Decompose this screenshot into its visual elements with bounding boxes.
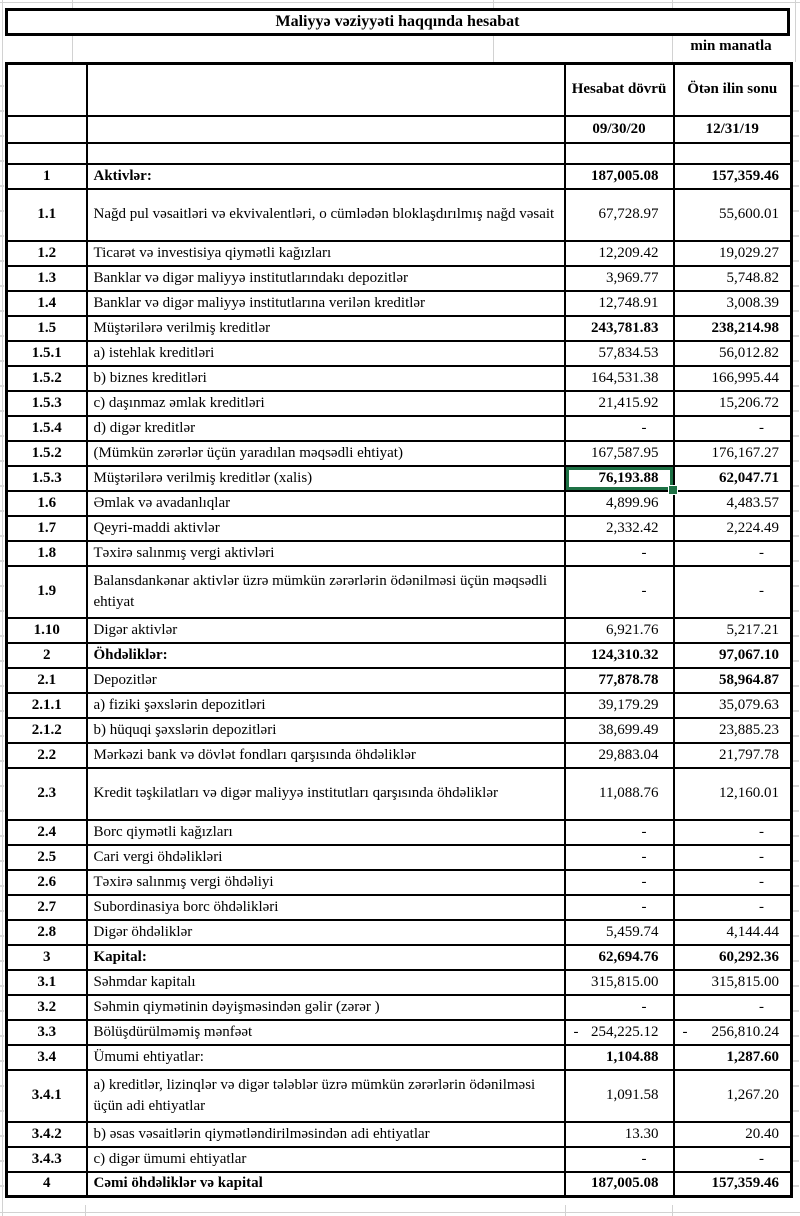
- row-label-cell[interactable]: Digər aktivlər: [87, 618, 565, 643]
- row-value-current-cell[interactable]: -: [565, 870, 674, 895]
- row-label-cell[interactable]: Ümumi ehtiyatlar:: [87, 1045, 565, 1070]
- row-value-current-cell[interactable]: 4,899.96: [565, 491, 674, 516]
- header-prior[interactable]: Ötən ilin sonu: [674, 64, 792, 116]
- gridline-vertical: [672, 1205, 673, 1216]
- row-value-prior-cell[interactable]: 58,964.87: [674, 668, 792, 693]
- gridline-bottom: [0, 1212, 800, 1213]
- row-label-cell[interactable]: Kapital:: [87, 945, 565, 970]
- table-row: [7, 164, 792, 189]
- row-label-cell[interactable]: Aktivlər:: [87, 164, 565, 189]
- row-number-cell[interactable]: 1.6: [7, 491, 87, 516]
- row-number-cell[interactable]: 2.1.1: [7, 693, 87, 718]
- row-value-prior-cell[interactable]: -: [674, 845, 792, 870]
- table-row: [7, 768, 792, 820]
- table-row: [7, 743, 792, 768]
- row-value-current-cell[interactable]: 57,834.53: [565, 341, 674, 366]
- table-row: [7, 391, 792, 416]
- date-row: [7, 116, 792, 143]
- table-row: [7, 566, 792, 618]
- row-number-cell[interactable]: 2.1: [7, 668, 87, 693]
- table-row: [7, 1070, 792, 1122]
- row-label-cell[interactable]: Müştərilərə verilmiş kreditlər: [87, 316, 565, 341]
- spacer-row: [7, 143, 792, 164]
- table-row: [7, 693, 792, 718]
- row-value-current-cell[interactable]: 21,415.92: [565, 391, 674, 416]
- table-row: [7, 1147, 792, 1172]
- row-value-current-cell[interactable]: [565, 1020, 674, 1045]
- table-row: [7, 845, 792, 870]
- selected-cell[interactable]: 76,193.88: [565, 466, 674, 491]
- row-number-cell[interactable]: 1.9: [7, 566, 87, 618]
- negative-magnitude: 254,225.12: [591, 1023, 659, 1040]
- row-value-prior-cell[interactable]: 2,224.49: [674, 516, 792, 541]
- row-number-cell[interactable]: 2.4: [7, 820, 87, 845]
- unit-note[interactable]: min manatla: [690, 38, 772, 54]
- row-label-cell[interactable]: (Mümkün zərərlər üçün yaradılan məqsədli ehtiyat): [87, 441, 565, 466]
- row-value-current-cell[interactable]: 3,969.77: [565, 266, 674, 291]
- row-number-cell[interactable]: 2.8: [7, 920, 87, 945]
- spacer-cell[interactable]: [87, 143, 565, 164]
- table-row: [7, 266, 792, 291]
- row-number-cell[interactable]: 3: [7, 945, 87, 970]
- table-row: [7, 441, 792, 466]
- row-value-current-cell[interactable]: 315,815.00: [565, 970, 674, 995]
- table-row: [7, 541, 792, 566]
- row-value-prior-cell[interactable]: 56,012.82: [674, 341, 792, 366]
- table-row: [7, 1045, 792, 1070]
- row-value-current-cell[interactable]: -: [565, 566, 674, 618]
- row-label-cell[interactable]: Ticarət və investisiya qiymətli kağızları: [87, 241, 565, 266]
- row-number-cell[interactable]: 1.7: [7, 516, 87, 541]
- row-label-cell[interactable]: Banklar və digər maliyyə institutlarındakı depozitlər: [87, 266, 565, 291]
- row-label-cell[interactable]: Müştərilərə verilmiş kreditlər (xalis): [87, 466, 565, 491]
- row-value-prior-cell[interactable]: 1,287.60: [674, 1045, 792, 1070]
- row-label-cell[interactable]: b) hüquqi şəxslərin depozitləri: [87, 718, 565, 743]
- row-value-prior-cell[interactable]: -: [674, 820, 792, 845]
- table-row: [7, 820, 792, 845]
- row-label-cell[interactable]: Təxirə salınmış vergi öhdəliyi: [87, 870, 565, 895]
- row-number-cell[interactable]: 3.1: [7, 970, 87, 995]
- row-label-cell[interactable]: b) əsas vəsaitlərin qiymətləndirilməsindən adi ehtiyatlar: [87, 1122, 565, 1147]
- row-number-cell[interactable]: 1.3: [7, 266, 87, 291]
- row-label-cell[interactable]: d) digər kreditlər: [87, 416, 565, 441]
- row-value-prior-cell[interactable]: 4,144.44: [674, 920, 792, 945]
- row-value-current-cell[interactable]: -: [565, 995, 674, 1020]
- row-value-prior-cell[interactable]: 166,995.44: [674, 366, 792, 391]
- table-row: [7, 1020, 792, 1045]
- row-label-cell[interactable]: Digər öhdəliklər: [87, 920, 565, 945]
- row-value-current-cell[interactable]: 167,587.95: [565, 441, 674, 466]
- table-row: [7, 920, 792, 945]
- table-row: [7, 291, 792, 316]
- table-row: [7, 970, 792, 995]
- row-value-current-cell[interactable]: 5,459.74: [565, 920, 674, 945]
- row-value-current-cell[interactable]: 6,921.76: [565, 618, 674, 643]
- table-row: [7, 1172, 792, 1197]
- row-number-cell[interactable]: 1.4: [7, 291, 87, 316]
- row-number-cell[interactable]: 1.8: [7, 541, 87, 566]
- row-number-cell[interactable]: 1.10: [7, 618, 87, 643]
- row-value-current-cell[interactable]: 29,883.04: [565, 743, 674, 768]
- row-value-current-cell[interactable]: 187,005.08: [565, 1172, 674, 1197]
- negative-sign: -: [573, 1023, 579, 1040]
- row-value-prior-cell[interactable]: -: [674, 1147, 792, 1172]
- table-row: [7, 995, 792, 1020]
- row-number-cell[interactable]: 2.1.2: [7, 718, 87, 743]
- row-number-cell[interactable]: 2: [7, 643, 87, 668]
- row-label-cell[interactable]: Cəmi öhdəliklər və kapital: [87, 1172, 565, 1197]
- row-label-cell[interactable]: Cari vergi öhdəlikləri: [87, 845, 565, 870]
- negative-magnitude: 256,810.24: [711, 1023, 779, 1040]
- row-value-current-cell[interactable]: 13.30: [565, 1122, 674, 1147]
- row-value-prior-cell[interactable]: -: [674, 541, 792, 566]
- row-value-current-cell[interactable]: 62,694.76: [565, 945, 674, 970]
- gridline-top: [0, 2, 800, 3]
- row-value-prior-cell[interactable]: -: [674, 995, 792, 1020]
- row-value-current-cell[interactable]: 12,209.42: [565, 241, 674, 266]
- row-value-current-cell[interactable]: 187,005.08: [565, 164, 674, 189]
- gridline-vertical: [795, 0, 796, 62]
- row-label-cell[interactable]: c) daşınmaz əmlak kreditləri: [87, 391, 565, 416]
- row-number-cell[interactable]: 2.6: [7, 870, 87, 895]
- row-label-cell[interactable]: Səhmin qiymətinin dəyişməsindən gəlir (zərər ): [87, 995, 565, 1020]
- row-value-current-cell[interactable]: 243,781.83: [565, 316, 674, 341]
- row-label-cell[interactable]: Səhmdar kapitalı: [87, 970, 565, 995]
- table-row: [7, 241, 792, 266]
- row-number-cell[interactable]: 2.5: [7, 845, 87, 870]
- row-number-cell[interactable]: 3.4.3: [7, 1147, 87, 1172]
- row-value-current-cell[interactable]: -: [565, 845, 674, 870]
- row-number-cell[interactable]: 3.4: [7, 1045, 87, 1070]
- row-label-cell[interactable]: Kredit təşkilatları və digər maliyyə institutları qarşısında öhdəliklər: [87, 768, 565, 820]
- row-value-current-cell[interactable]: 1,104.88: [565, 1045, 674, 1070]
- row-number-cell[interactable]: 4: [7, 1172, 87, 1197]
- row-number-cell[interactable]: 3.4.1: [7, 1070, 87, 1122]
- row-number-cell[interactable]: 1.5.2: [7, 366, 87, 391]
- row-label-cell[interactable]: Balansdankənar aktivlər üzrə mümkün zərərlərin ödənilməsi üçün məqsədli ehtiyat: [87, 566, 565, 618]
- row-label-cell[interactable]: b) biznes kreditləri: [87, 366, 565, 391]
- prior-date[interactable]: 12/31/19: [674, 116, 792, 143]
- row-number-cell[interactable]: 2.7: [7, 895, 87, 920]
- row-value-prior-cell[interactable]: -: [674, 870, 792, 895]
- date-empty-cell[interactable]: [7, 116, 87, 143]
- column-header-row: [7, 64, 792, 116]
- row-number-cell[interactable]: 1.5.4: [7, 416, 87, 441]
- table-row: [7, 466, 792, 491]
- row-value-current-cell[interactable]: 124,310.32: [565, 643, 674, 668]
- report-title: Maliyyə vəziyyəti haqqında hesabat: [275, 13, 520, 30]
- table-row: [7, 643, 792, 668]
- table-row: [7, 668, 792, 693]
- row-value-prior-cell[interactable]: 20.40: [674, 1122, 792, 1147]
- row-value-current-cell[interactable]: -: [565, 1147, 674, 1172]
- row-value-current-cell[interactable]: 12,748.91: [565, 291, 674, 316]
- financial-statement-table: [5, 62, 793, 1198]
- row-value-current-cell[interactable]: 67,728.97: [565, 189, 674, 241]
- row-value-prior-cell[interactable]: 157,359.46: [674, 1172, 792, 1197]
- date-empty-cell[interactable]: [87, 116, 565, 143]
- row-label-cell[interactable]: Banklar və digər maliyyə institutlarına verilən kreditlər: [87, 291, 565, 316]
- table-row: [7, 189, 792, 241]
- row-label-cell[interactable]: Depozitlər: [87, 668, 565, 693]
- table-row: [7, 618, 792, 643]
- row-value-current-cell[interactable]: -: [565, 820, 674, 845]
- row-value-prior-cell[interactable]: 315,815.00: [674, 970, 792, 995]
- row-value-prior-cell[interactable]: 157,359.46: [674, 164, 792, 189]
- row-value-current-cell[interactable]: -: [565, 541, 674, 566]
- row-value-current-cell[interactable]: -: [565, 895, 674, 920]
- gridline-ticks-left: [0, 62, 4, 1205]
- row-value-prior-cell[interactable]: -: [674, 895, 792, 920]
- table-row: [7, 870, 792, 895]
- report-title-box[interactable]: [5, 8, 790, 36]
- table-row: [7, 341, 792, 366]
- row-label-cell[interactable]: Nağd pul vəsaitləri və ekvivalentləri, o cümlədən bloklaşdırılmış nağd vəsait: [87, 189, 565, 241]
- row-number-cell[interactable]: 3.3: [7, 1020, 87, 1045]
- row-value-prior-cell[interactable]: [674, 1020, 792, 1045]
- row-value-prior-cell[interactable]: -: [674, 416, 792, 441]
- spacer-cell[interactable]: [674, 143, 792, 164]
- header-empty-cell[interactable]: [87, 64, 565, 116]
- row-value-prior-cell[interactable]: 238,214.98: [674, 316, 792, 341]
- table-row: [7, 1122, 792, 1147]
- gridline-vertical: [85, 1205, 86, 1216]
- row-value-current-cell[interactable]: 39,179.29: [565, 693, 674, 718]
- row-value-prior-cell[interactable]: 3,008.39: [674, 291, 792, 316]
- row-value-current-cell[interactable]: 38,699.49: [565, 718, 674, 743]
- row-label-cell[interactable]: Mərkəzi bank və dövlət fondları qarşısında öhdəliklər: [87, 743, 565, 768]
- row-number-cell[interactable]: 2.3: [7, 768, 87, 820]
- row-value-current-cell[interactable]: 77,878.78: [565, 668, 674, 693]
- row-label-cell[interactable]: Təxirə salınmış vergi aktivləri: [87, 541, 565, 566]
- row-value-prior-cell[interactable]: 62,047.71: [674, 466, 792, 491]
- row-value-current-cell[interactable]: 164,531.38: [565, 366, 674, 391]
- row-value-prior-cell[interactable]: 4,483.57: [674, 491, 792, 516]
- row-label-cell[interactable]: Qeyri-maddi aktivlər: [87, 516, 565, 541]
- row-value-prior-cell[interactable]: 35,079.63: [674, 693, 792, 718]
- row-value-prior-cell[interactable]: 176,167.27: [674, 441, 792, 466]
- row-label-cell[interactable]: a) istehlak kreditləri: [87, 341, 565, 366]
- header-empty-cell[interactable]: [7, 64, 87, 116]
- row-label-cell[interactable]: Bölüşdürülməmiş mənfəət: [87, 1020, 565, 1045]
- row-label-cell[interactable]: c) digər ümumi ehtiyatlar: [87, 1147, 565, 1172]
- table-row: [7, 945, 792, 970]
- row-value-prior-cell[interactable]: 1,267.20: [674, 1070, 792, 1122]
- row-label-cell[interactable]: Öhdəliklər:: [87, 643, 565, 668]
- gridline-vertical: [565, 1205, 566, 1216]
- row-value-current-cell[interactable]: 11,088.76: [565, 768, 674, 820]
- row-value-prior-cell[interactable]: 21,797.78: [674, 743, 792, 768]
- table-row: [7, 416, 792, 441]
- row-value-prior-cell[interactable]: 15,206.72: [674, 391, 792, 416]
- table-row: [7, 316, 792, 341]
- row-label-cell[interactable]: Subordinasiya borc öhdəlikləri: [87, 895, 565, 920]
- row-number-cell[interactable]: 1.1: [7, 189, 87, 241]
- row-value-prior-cell[interactable]: 23,885.23: [674, 718, 792, 743]
- table-row: [7, 366, 792, 391]
- header-period[interactable]: Hesabat dövrü: [565, 64, 674, 116]
- row-number-cell[interactable]: 3.2: [7, 995, 87, 1020]
- row-label-cell[interactable]: a) fiziki şəxslərin depozitləri: [87, 693, 565, 718]
- row-value-prior-cell[interactable]: 19,029.27: [674, 241, 792, 266]
- row-number-cell[interactable]: 1.5.3: [7, 466, 87, 491]
- row-value-prior-cell[interactable]: 12,160.01: [674, 768, 792, 820]
- row-value-current-cell[interactable]: 2,332.42: [565, 516, 674, 541]
- row-number-cell[interactable]: 2.2: [7, 743, 87, 768]
- period-date[interactable]: 09/30/20: [565, 116, 674, 143]
- row-number-cell[interactable]: 1: [7, 164, 87, 189]
- table-row: [7, 895, 792, 920]
- row-number-cell[interactable]: 1.5: [7, 316, 87, 341]
- row-value-prior-cell[interactable]: 97,067.10: [674, 643, 792, 668]
- row-value-current-cell[interactable]: 1,091.58: [565, 1070, 674, 1122]
- row-value-prior-cell[interactable]: -: [674, 566, 792, 618]
- row-number-cell[interactable]: 1.5.3: [7, 391, 87, 416]
- negative-sign: -: [682, 1023, 688, 1040]
- row-value-prior-cell[interactable]: 60,292.36: [674, 945, 792, 970]
- row-number-cell[interactable]: 1.2: [7, 241, 87, 266]
- row-number-cell[interactable]: 3.4.2: [7, 1122, 87, 1147]
- row-label-cell[interactable]: Borc qiymətli kağızları: [87, 820, 565, 845]
- table-row: [7, 516, 792, 541]
- row-label-cell[interactable]: Əmlak və avadanlıqlar: [87, 491, 565, 516]
- row-value-prior-cell[interactable]: 55,600.01: [674, 189, 792, 241]
- table-row: [7, 718, 792, 743]
- row-value-prior-cell[interactable]: 5,748.82: [674, 266, 792, 291]
- row-value-prior-cell[interactable]: 5,217.21: [674, 618, 792, 643]
- row-number-cell[interactable]: 1.5.1: [7, 341, 87, 366]
- spacer-cell[interactable]: [7, 143, 87, 164]
- row-value-current-cell[interactable]: -: [565, 416, 674, 441]
- row-label-cell[interactable]: a) kreditlər, lizinqlər və digər tələblər üzrə mümkün zərərlərin ödənilməsi üçün adi ehtiyatlar: [87, 1070, 565, 1122]
- spacer-cell[interactable]: [565, 143, 674, 164]
- row-number-cell[interactable]: 1.5.2: [7, 441, 87, 466]
